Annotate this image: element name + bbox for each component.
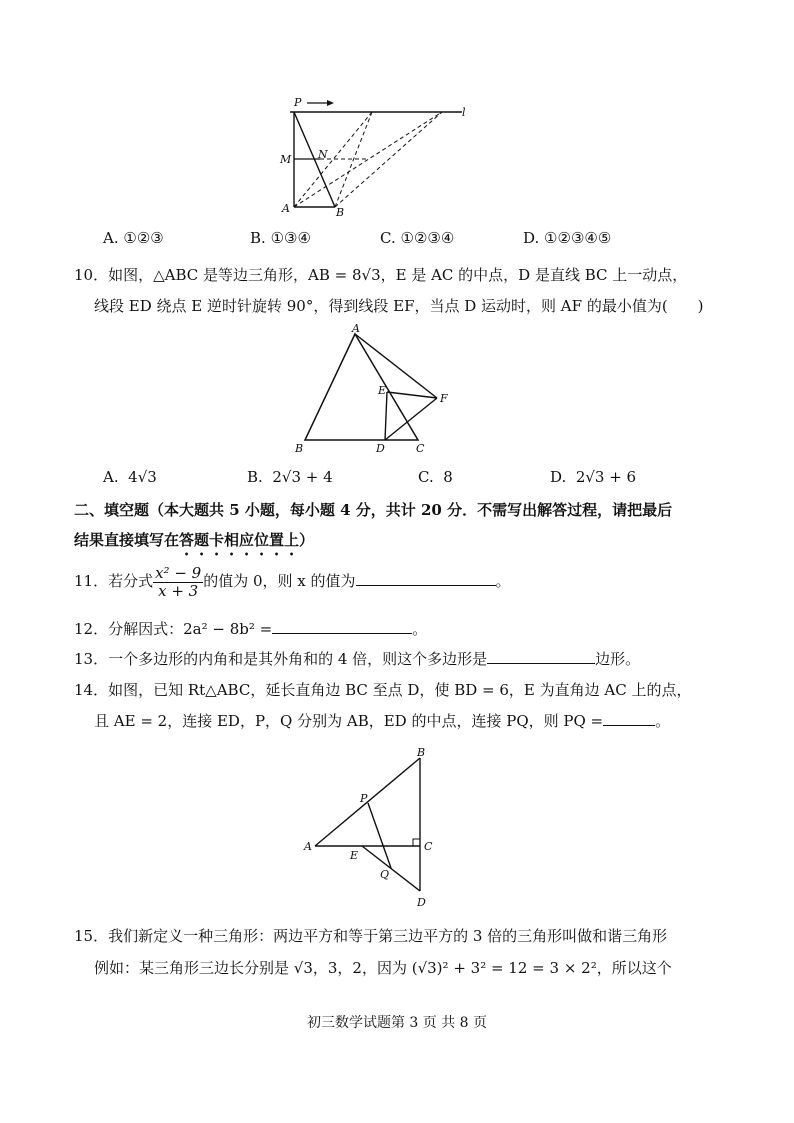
q10-option-d-value: 2√3 + 6	[575, 468, 637, 486]
q15-line2: 例如：某三角形三边长分别是 √3，3，2，因为 (√3)² + 3² = 12 = 3 × 2²，所以这个	[94, 959, 672, 977]
q9-option-d[interactable]	[523, 229, 611, 247]
label-B: B	[417, 746, 426, 759]
q13-answer-blank[interactable]	[487, 649, 595, 664]
q10-option-b-value: 2√3 + 4	[272, 468, 333, 486]
q10-line1: 10．如图，△ABC 是等边三角形，AB = 8√3，E 是 AC 的中点，D 是直线 BC 上一动点，	[74, 266, 688, 284]
q13	[74, 649, 640, 669]
q11-pre: 11．若分式	[74, 572, 154, 590]
q9-option-a[interactable]	[103, 229, 164, 247]
label-A: A	[352, 322, 360, 335]
q9-option-b[interactable]	[250, 229, 311, 247]
q9-option-c-value: ①②③④	[400, 229, 455, 247]
label-C: C	[424, 840, 433, 853]
q9-option-c[interactable]	[380, 229, 454, 247]
segment-AB	[315, 758, 420, 846]
q9-option-b-letter: B.	[250, 229, 266, 247]
q11-answer-blank[interactable]	[356, 571, 496, 586]
q10-figure	[290, 322, 460, 457]
q14-line1: 14．如图，已知 Rt△ABC，延长直角边 BC 至点 D，使 BD = 6，E 为直角边 AC 上的点，	[74, 681, 692, 699]
q12	[74, 619, 427, 639]
q14-line2-text: 且 AE = 2，连接 ED，P，Q 分别为 AB，ED 的中点，连接 PQ，则 PQ =	[94, 712, 604, 730]
label-Q: Q	[380, 868, 390, 881]
q14-figure	[300, 746, 450, 914]
label-M: M	[280, 153, 292, 166]
q9-option-c-letter: C.	[380, 229, 396, 247]
segment-PQ	[368, 803, 391, 868]
q9-option-d-value: ①②③④⑤	[544, 229, 612, 247]
label-E: E	[378, 384, 387, 397]
label-B: B	[295, 442, 304, 455]
segment-AF	[355, 334, 437, 398]
q11-fraction	[153, 565, 203, 600]
dashed-2	[335, 112, 372, 207]
q11-numerator: x² − 9	[155, 563, 202, 582]
label-B: B	[336, 206, 345, 219]
q9-option-d-letter: D.	[523, 229, 540, 247]
q10-option-a-letter: A.	[103, 468, 119, 486]
section2-line2-post: ）	[299, 531, 315, 549]
q9-option-a-letter: A.	[103, 229, 119, 247]
section2-line2-pre: 结果直接填写在	[74, 531, 180, 549]
q10-option-c[interactable]	[418, 468, 453, 486]
label-E: E	[350, 849, 359, 862]
q13-end: 边形。	[595, 650, 641, 668]
q10-option-b-letter: B.	[247, 468, 263, 486]
q12-answer-blank[interactable]	[272, 619, 412, 634]
label-A: A	[304, 840, 312, 853]
label-P: P	[294, 96, 302, 109]
section2-line2	[74, 530, 314, 559]
segment-ED	[385, 392, 387, 440]
section2-line2-dotted: 答题卡相应位置上	[179, 531, 300, 549]
label-D: D	[376, 442, 385, 455]
q11	[74, 563, 511, 600]
q10-line2: 线段 ED 绕点 E 逆时针旋转 90°，得到线段 EF，当点 D 运动时，则 AF 的最小值为( )	[94, 297, 704, 315]
q9-option-b-value: ①③④	[270, 229, 311, 247]
q12-pre: 12．分解因式：2a² − 8b² =	[74, 620, 273, 638]
page-footer: 初三数学试题第 3 页 共 8 页	[306, 1015, 488, 1031]
label-D: D	[417, 896, 426, 909]
q11-end: 。	[495, 572, 511, 590]
q14-end: 。	[655, 712, 671, 730]
section2-line1: 二、填空题（本大题共 5 小题，每小题 4 分，共计 20 分．不需写出解答过程，请把最后	[74, 501, 673, 519]
q10-option-c-value: 8	[443, 468, 453, 486]
q10-option-a-value: 4√3	[128, 468, 157, 486]
right-angle-mark	[413, 839, 420, 846]
label-A: A	[282, 202, 290, 215]
q11-mid: 的值为 0，则 x 的值为	[203, 572, 356, 590]
q10-option-a[interactable]	[103, 468, 157, 486]
q13-pre: 13．一个多边形的内角和是其外角和的 4 倍，则这个多边形是	[74, 650, 488, 668]
segment-ED	[362, 846, 420, 891]
q10-option-b[interactable]	[247, 468, 333, 486]
q11-denominator: x + 3	[158, 581, 199, 600]
q14-answer-blank[interactable]	[603, 711, 655, 726]
q14-line2	[94, 711, 670, 731]
q9-option-a-value: ①②③	[123, 229, 164, 247]
q12-end: 。	[412, 620, 428, 638]
q10-option-d-letter: D.	[550, 468, 567, 486]
q10-option-c-letter: C.	[418, 468, 434, 486]
q15-line1: 15．我们新定义一种三角形：两边平方和等于第三边平方的 3 倍的三角形叫做和谐三角形	[74, 927, 668, 945]
label-C: C	[416, 442, 425, 455]
triangle-ABC	[305, 334, 418, 440]
label-l: l	[462, 106, 466, 119]
label-F: F	[440, 392, 448, 405]
segment-DF	[385, 398, 437, 440]
label-N: N	[318, 148, 328, 161]
q9-figure	[272, 92, 482, 222]
arrow-head	[327, 100, 334, 106]
label-P: P	[360, 792, 368, 805]
q10-option-d[interactable]	[550, 468, 636, 486]
